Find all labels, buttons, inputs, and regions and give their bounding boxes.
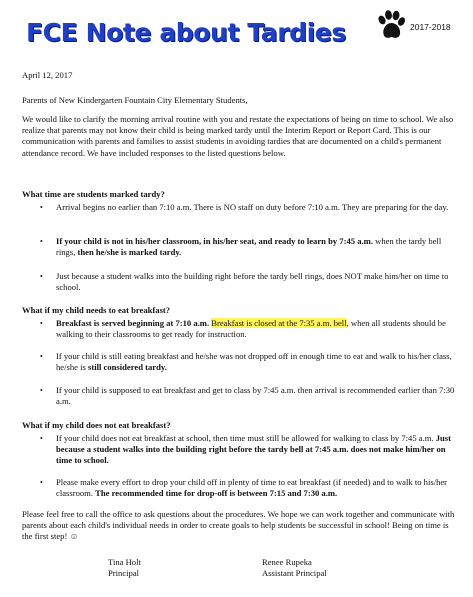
bullet-icon: •: [40, 386, 43, 395]
section-heading-breakfast: What if my child needs to eat breakfast?: [22, 305, 171, 315]
list-item: If your child does not eat breakfast at school, then time must still be allowed for walking to class by 7:45 a.m. Just because a student walks into the building right before the tardy bell at 7:45 a.m. does not make him/her on time to school.: [56, 433, 452, 466]
signature-role: Principal: [108, 568, 140, 578]
bullet-icon: •: [40, 352, 43, 361]
highlighted-text: Breakfast is closed at the 7:35 a.m. bell: [211, 318, 347, 328]
bullet-icon: •: [40, 319, 43, 328]
salutation: Parents of New Kindergarten Fountain City Elementary Students,: [22, 95, 248, 105]
signature-role: Assistant Principal: [262, 568, 327, 578]
bullet-icon: •: [40, 434, 43, 443]
section-heading-no-breakfast: What if my child does not eat breakfast?: [22, 420, 171, 430]
list-item: If your child is not in his/her classroom, in his/her seat, and ready to learn by 7:45 a.m. when the tardy bell rings, then he/she is marked tardy.: [56, 236, 442, 258]
list-item: Arrival begins no earlier than 7:10 a.m. There is NO staff on duty before 7:10 a.m. They are preparing for the day.: [56, 202, 449, 212]
list-item: If your child is still eating breakfast and he/she was not dropped off in enough time to eat and walk to his/her class, he/she is still considered tardy.: [56, 351, 452, 373]
signature-name: Tina Holt: [108, 557, 141, 567]
list-item: Just because a student walks into the building right before the tardy bell rings, does NOT make him/her on time to school.: [56, 271, 449, 293]
page-title: FCE Note about Tardies: [26, 18, 346, 47]
intro-paragraph: We would like to clarify the morning arrival routine with you and restate the expectations of being on time to school. We also realize that parents may not know their child is being marked tardy until the Interim Report or Report Card. This is our communication with parents and families to assist students in avoiding tardies that are documented on a child's permanent attendance record. We have included responses to the listed questions below.: [22, 114, 454, 158]
list-item: Breakfast is served beginning at 7:10 a.m. Breakfast is closed at the 7:35 a.m. bell, when all students should be walking to their classrooms to get ready for instruction.: [56, 318, 446, 340]
bullet-icon: •: [40, 478, 43, 487]
school-year: 2017-2018: [410, 22, 451, 32]
bullet-icon: •: [40, 272, 43, 281]
section-heading-tardy-time: What time are students marked tardy?: [22, 189, 165, 199]
closing-paragraph: Please feel free to call the office to ask questions about the procedures. We hope we can work together and communicate with parents about each child's individual needs in order to create goals to help students be successful in school! Being on time is the first step! ☺: [22, 509, 455, 542]
bullet-icon: •: [40, 237, 43, 246]
letter-date: April 12, 2017: [22, 70, 73, 80]
list-item: If your child is supposed to eat breakfast and get to class by 7:45 a.m. then arrival is recommended earlier than 7:30 a.m.: [56, 385, 455, 407]
paw-print-icon: [376, 10, 406, 42]
bullet-icon: •: [40, 203, 43, 212]
signature-name: Renee Rupeka: [262, 557, 312, 567]
list-item: Please make every effort to drop your child off in plenty of time to eat breakfast (if needed) and to walk to his/her classroom. The recommended time for drop-off is between 7:15 and 7:30 a.m.: [56, 477, 448, 499]
